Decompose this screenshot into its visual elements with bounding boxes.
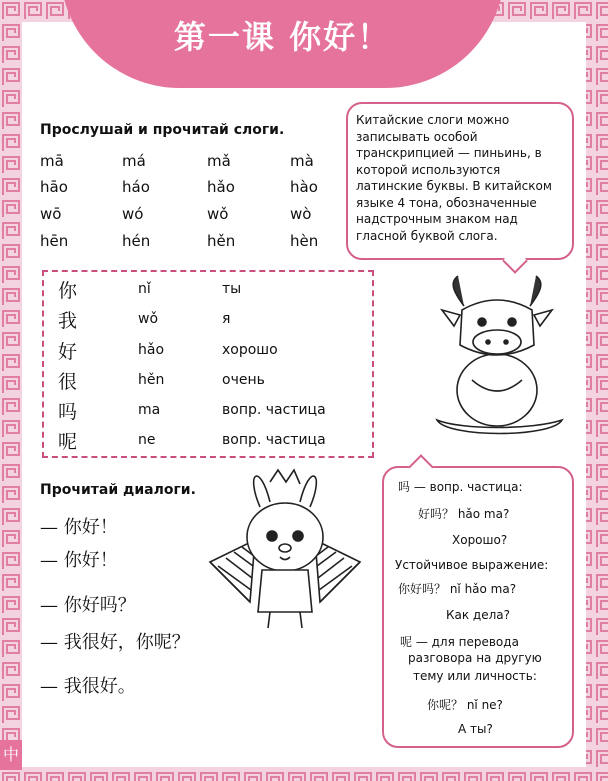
corner-tab: 中	[0, 740, 22, 770]
gloss-ne-definition: 呢 — для перевода	[400, 635, 519, 649]
syllable: mā	[40, 152, 64, 170]
vocab-box	[42, 270, 374, 458]
syllable: wǒ	[207, 205, 229, 223]
syllable: wō	[40, 205, 62, 223]
vocab-pinyin: ne	[138, 432, 156, 448]
syllable: má	[122, 152, 146, 170]
ox-character-illustration	[422, 270, 582, 440]
syllable: hèn	[290, 232, 319, 250]
syllable: mà	[290, 152, 314, 170]
vocab-translation: вопр. частица	[222, 432, 326, 448]
gloss-stable-expression: Устойчивое выражение:	[395, 558, 549, 572]
pinyin-note: Китайские слоги можно записывать особой транскрипцией — пиньинь, в которой используются латинские буквы. В китайском языке 4 тона, обозначенные надстрочным знаком над гласной буквой слога.	[346, 102, 574, 260]
dialog-line: — 我很好。	[40, 676, 136, 697]
vocab-translation: ты	[222, 281, 242, 297]
dialog-line: — 我很好，你呢？	[40, 632, 190, 653]
vocab-pinyin: hǎo	[138, 342, 165, 358]
vocab-hanzi: 你	[58, 280, 78, 302]
vocab-pinyin: hěn	[138, 372, 165, 388]
vocab-pinyin: wǒ	[138, 311, 159, 327]
syllable: hāo	[40, 178, 68, 196]
page-title: 第一课 你好！	[173, 18, 392, 56]
gloss-nine: 你呢？ nǐ ne?	[427, 698, 503, 712]
gloss-aty: А ты?	[458, 722, 493, 736]
vocab-translation: хорошо	[222, 342, 278, 358]
syllables-title: Прослушай и прочитай слоги.	[40, 122, 285, 138]
syllable: hǎo	[207, 178, 235, 196]
syllable: hěn	[207, 232, 236, 250]
gloss-ma-definition: 吗 — вопр. частица:	[398, 480, 523, 494]
syllable: háo	[122, 178, 150, 196]
syllable: wó	[122, 205, 144, 223]
dialog-line: — 你好吗？	[40, 595, 136, 616]
gloss-ma-example: 好吗？ hǎo ma?	[418, 507, 510, 521]
vocab-hanzi: 很	[58, 371, 78, 393]
dialog-line: — 你好！	[40, 550, 118, 571]
gloss-ne-definition-2: разговора на другую	[408, 651, 542, 665]
vocab-hanzi: 我	[58, 310, 78, 332]
syllable: wò	[290, 205, 312, 223]
vocab-translation: очень	[222, 372, 265, 388]
vocab-hanzi: 好	[58, 341, 78, 363]
syllable: hēn	[40, 232, 69, 250]
gloss-kakdela: Как дела?	[446, 608, 511, 622]
girl-character-illustration	[200, 462, 370, 632]
vocab-pinyin: nǐ	[138, 281, 151, 297]
vocab-pinyin: ma	[138, 402, 161, 418]
gloss-ma-translation: Хорошо?	[452, 533, 508, 547]
dialog-line: — 你好！	[40, 517, 118, 538]
vocab-hanzi: 呢	[58, 431, 78, 453]
vocab-hanzi: 吗	[58, 401, 78, 423]
syllable: mǎ	[207, 152, 231, 170]
syllable: hén	[122, 232, 151, 250]
gloss-ne-definition-3: тему или личность:	[413, 669, 537, 683]
dialogs-title: Прочитай диалоги.	[40, 482, 196, 498]
vocab-translation: вопр. частица	[222, 402, 326, 418]
syllable: hào	[290, 178, 318, 196]
vocab-translation: я	[222, 311, 231, 327]
gloss-nihaoma: 你好吗？ nǐ hǎo ma?	[398, 582, 517, 596]
